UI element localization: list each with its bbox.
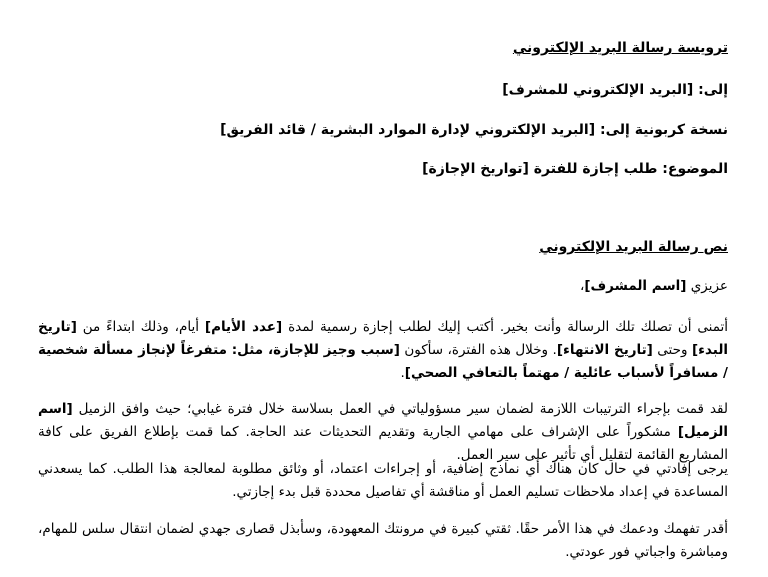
- paragraph-2: [38, 398, 728, 467]
- greeting-suffix: ،: [579, 278, 585, 294]
- p1-text-4: . وخلال هذه الفترة، سأكون: [399, 342, 557, 358]
- header-section-title: ترويسة رسالة البريد الإلكتروني: [512, 40, 728, 56]
- p1-text-3: وحتى: [652, 342, 692, 358]
- start-date-placeholder: [تاريخ البدء]: [38, 319, 729, 358]
- p2-text-2: مشكوراً على الإشراف على مهامي الجارية وتقديم التحديثات عند الحاجة. كما قمت بإطلاع الفريق على كافة المشاريع القائمة لتقليل أي تأثير على سير العمل.: [38, 424, 728, 463]
- subject-line: الموضوع: طلب إجازة للفترة [تواريخ الإجازة]: [422, 161, 728, 177]
- colleague-name-placeholder: [اسم الزميل]: [38, 401, 728, 440]
- paragraph-1: [38, 316, 728, 385]
- to-line: إلى: [البريد الإلكتروني للمشرف]: [502, 82, 728, 98]
- paragraph-4: أقدر تفهمك ودعمك في هذا الأمر حقًا. ثقتي كبيرة في مرونتك المعهودة، وسأبذل قصارى جهدي لضمان انتقال سلس للمهام، ومباشرة واجباتي فور عودتي.: [38, 521, 728, 560]
- supervisor-name-placeholder: [اسم المشرف]: [584, 278, 687, 294]
- leave-reason-placeholder: [سبب وجيز للإجازة، مثل: متفرغاً لإنجاز مسألة شخصية / مسافراً لأسباب عائلية / مهتماً بالتعافي الصحي]: [38, 342, 728, 381]
- body-section-title: نص رسالة البريد الإلكتروني: [539, 239, 728, 255]
- p1-text-1: أتمنى أن تصلك تلك الرسالة وأنت بخير. أكتب إليك لطلب إجازة رسمية لمدة: [282, 319, 729, 335]
- paragraph-3: يرجى إفادتي في حال كان هناك أي نماذج إضافية، أو إجراءات اعتماد، أو وثائق مطلوبة لمعالجة هذا الطلب. كما يسعدني المساعدة في إعداد ملاحظات تسليم العمل أو مناقشة أي تفاصيل محددة قبل بدء إجازتي.: [38, 461, 728, 500]
- days-count-placeholder: [عدد الأيام]: [204, 319, 283, 335]
- p1-text-2: أيام، وذلك ابتداءً من: [76, 319, 205, 335]
- greeting-prefix: عزيزي: [686, 278, 728, 294]
- p2-text-1: لقد قمت بإجراء الترتيبات اللازمة لضمان سير مسؤولياتي في العمل بسلاسة خلال فترة غيابي؛ حيث وافق الزميل: [72, 401, 728, 417]
- end-date-placeholder: [تاريخ الانتهاء]: [556, 342, 653, 358]
- cc-line: نسخة كربونية إلى: [البريد الإلكتروني لإدارة الموارد البشرية / قائد الفريق]: [220, 122, 728, 138]
- greeting: [38, 275, 728, 298]
- p1-text-5: .: [400, 365, 405, 381]
